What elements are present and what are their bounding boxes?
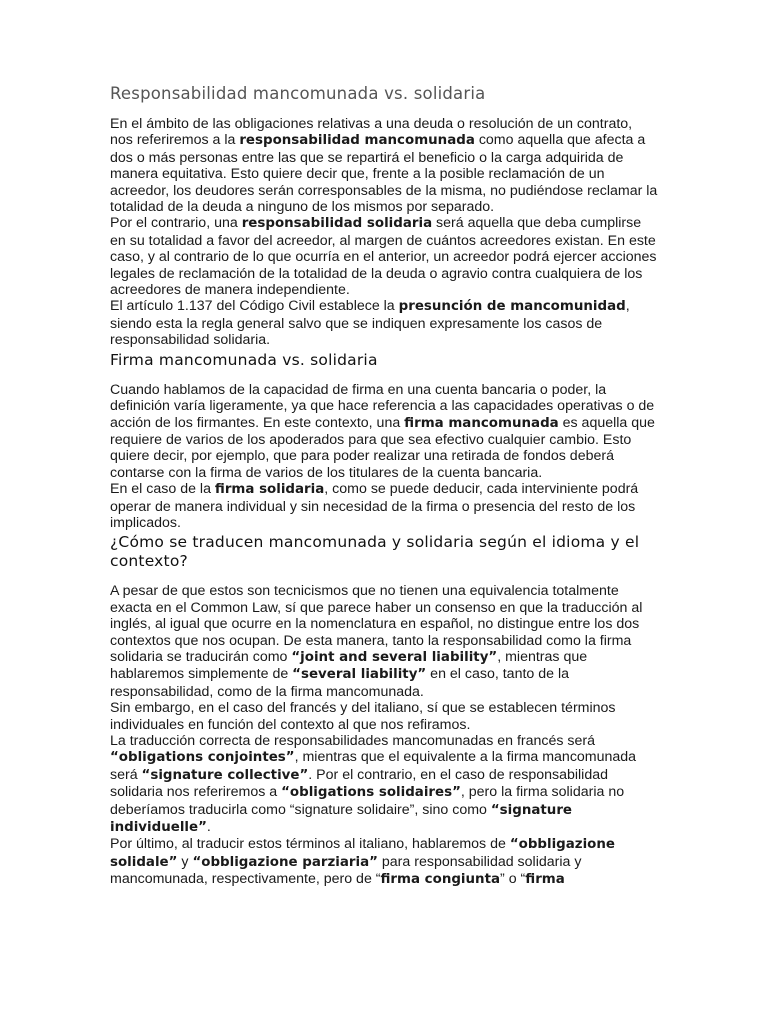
text-run: Cuando hablamos de la capacidad de firma en una cuenta bancaria o poder, la definición varía ligeramente, ya que hace referencia a las capacidades operativas o de acción de los firmantes. En este contexto, una: [110, 381, 655, 431]
bold-term: firma congiunta: [380, 872, 501, 888]
text-run: , mientras que el equivalente a la firma mancomunada será: [110, 749, 637, 783]
paragraph: [110, 298, 658, 348]
text-run: En el caso de la: [110, 481, 215, 498]
text-run: , siendo esta la regla general salvo que se indiquen expresamente los casos de responsabilidad solidaria.: [110, 298, 630, 349]
paragraph: [110, 836, 658, 888]
text-run: , como se puede deducir, cada interviniente podrá operar de manera individual y sin necesidad de la firma o presencia del resto de los implicados.: [110, 481, 639, 531]
bold-term: firma solidaria: [214, 482, 325, 498]
text-run: para responsabilidad solidaria y mancomunada, respectivamente, pero de “: [110, 853, 582, 888]
paragraph: [110, 733, 658, 836]
bold-term: “obligations conjointes”: [110, 750, 295, 766]
paragraph: [110, 583, 658, 700]
paragraph: [110, 700, 658, 733]
section-2: [110, 533, 658, 888]
bold-term: firma: [525, 872, 565, 888]
paragraph: [110, 116, 658, 215]
text-run: ” o “: [500, 871, 526, 888]
bold-term: “obligations solidaires”: [281, 785, 461, 801]
bold-term: “obbligazione parziaria”: [192, 854, 378, 870]
text-run: Por último, al traducir estos términos al italiano, hablaremos de: [110, 836, 510, 853]
text-run: A pesar de que estos son tecnicismos que no tienen una equivalencia totalmente exacta en el Common Law, sí que parece haber un consenso en que la traducción al inglés, al igual que ocurre en la nomenclatura en español, no distingue entre los dos contextos que nos ocupan. De esta manera, tanto la responsabilidad como la firma solidaria se traducirán como: [110, 583, 643, 665]
text-run: .: [206, 819, 211, 836]
bold-term: presunción de mancomunidad: [398, 299, 626, 315]
bold-term: responsabilidad solidaria: [241, 216, 433, 232]
text-run: , pero la firma solidaria no deberíamos traducirla como “signature solidaire”, sino como: [110, 784, 625, 818]
text-run: Sin embargo, en el caso del francés y del italiano, sí que se establecen términos individuales en función del contexto al que nos refiramos.: [110, 700, 616, 733]
bold-term: “several liability”: [292, 667, 427, 683]
text-run: será aquella que deba cumplirse en su totalidad a favor del acreedor, al margen de cuántos acreedores existan. En este caso, y al contrario de lo que ocurría en el anterior, un acreedor podrá ejercer acciones legales de reclamación de la totalidad de la deuda o agravio contra cualquiera de los acreedores de manera independiente.: [110, 215, 657, 299]
text-run: Por el contrario, una: [110, 215, 242, 232]
text-run: , mientras que hablaremos simplemente de: [110, 648, 588, 683]
bold-term: “signature individuelle”: [110, 802, 573, 836]
section-0: [110, 116, 658, 349]
section-heading: Firma mancomunada vs. solidaria: [110, 350, 378, 369]
text-run: En el ámbito de las obligaciones relativas a una deuda o resolución de un contrato, nos referiremos a la: [110, 116, 633, 149]
section-1: [110, 351, 658, 532]
bold-term: “joint and several liability”: [291, 649, 498, 665]
paragraph: [110, 215, 658, 298]
text-run: y: [177, 853, 193, 870]
text-run: La traducción correcta de responsabilidades mancomunadas en francés será: [110, 733, 596, 749]
document-title: Responsabilidad mancomunada vs. solidaria: [110, 84, 486, 103]
bold-term: “obbligazione solidale”: [110, 837, 615, 870]
text-run: El artículo 1.137 del Código Civil establece la: [110, 298, 399, 315]
text-run: es aquella que requiere de varios de los apoderados para que sea efectivo cualquier cambio. Esto quiere decir, por ejemplo, que para poder realizar una retirada de fondos deberá contarse con la firma de varios de los titulares de la cuenta bancaria.: [110, 414, 655, 481]
text-run: en el caso, tanto de la responsabilidad, como de la firma mancomunada.: [110, 666, 569, 700]
paragraph: [110, 382, 658, 481]
section-heading: ¿Cómo se traducen mancomunada y solidaria según el idioma y el contexto?: [110, 533, 640, 571]
text-run: como aquella que afecta a dos o más personas entre las que se repartirá el beneficio o la carga adquirida de manera equitativa. Esto quiere decir que, frente a la posible reclamación de un acreedor, los deudores serán corresponsables de la misma, no pudiéndose reclamar la totalidad de la deuda a ninguno de los mismos por separado.: [110, 132, 658, 216]
text-run: . Por el contrario, en el caso de responsabilidad solidaria nos referiremos a: [110, 766, 608, 801]
paragraph: [110, 481, 658, 531]
bold-term: responsabilidad mancomunada: [239, 133, 475, 149]
document-body: [110, 116, 658, 889]
bold-term: “signature collective”: [141, 767, 309, 783]
bold-term: firma mancomunada: [404, 415, 559, 431]
